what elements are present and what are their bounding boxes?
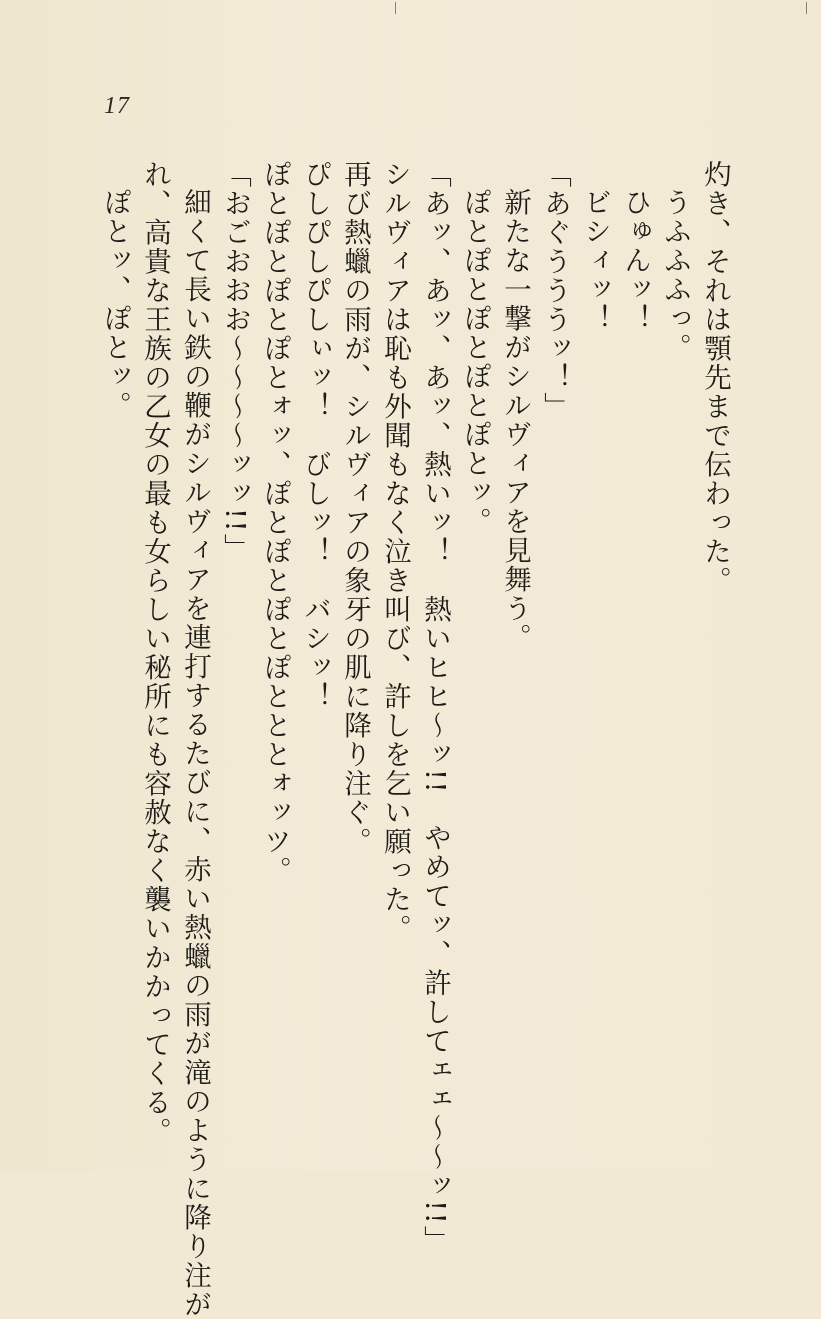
text-line: 灼き、それは顎先まで伝わった。 <box>699 160 731 595</box>
text-line: ぽとッ、ぽとッ。 <box>99 188 131 420</box>
text-line: 細くて長い鉄の鞭がシルヴィアを連打するたびに、赤い熱蠟の雨が滝のように降り注が <box>179 188 211 1319</box>
text-line: 新たな一撃がシルヴィアを見舞う。 <box>499 188 531 652</box>
text-line: ビシィッ！ <box>579 188 611 333</box>
text-line: れ、高貴な王族の乙女の最も女らしい秘所にも容赦なく襲いかかってくる。 <box>139 160 171 1146</box>
text-line: 再び熱蠟の雨が、シルヴィアの象牙の肌に降り注ぐ。 <box>339 160 371 856</box>
text-line: ぽとぽとぽとぽとォッ、ぽとぽとぽとぽとととォッツ。 <box>259 160 291 885</box>
text-line: ぴしぴしぴしぃッ！ びしッ！ バシッ！ <box>299 160 331 711</box>
crop-mark <box>395 2 396 14</box>
page-number: 17 <box>104 93 130 119</box>
text-line: ぽとぽとぽとぽとぽとッ。 <box>459 188 491 536</box>
text-line: 「あぐうううッ！」 <box>539 160 571 421</box>
text-line: シルヴィアは恥も外聞もなく泣き叫び、許しを乞い願った。 <box>379 160 411 943</box>
text-line: 「あッ、あッ、あッ、熱いッ！ 熱いヒヒ〜ッ!! やめてッ、許してェェ〜〜ッ!!」 <box>419 160 451 1255</box>
text-line: ひゅんッ！ <box>619 188 651 333</box>
text-line: 「おごおおお〜〜〜〜ッッ!!」 <box>219 160 251 563</box>
crop-mark <box>806 2 807 14</box>
text-line: うふふふっ。 <box>659 188 691 362</box>
body-text <box>95 160 735 1319</box>
